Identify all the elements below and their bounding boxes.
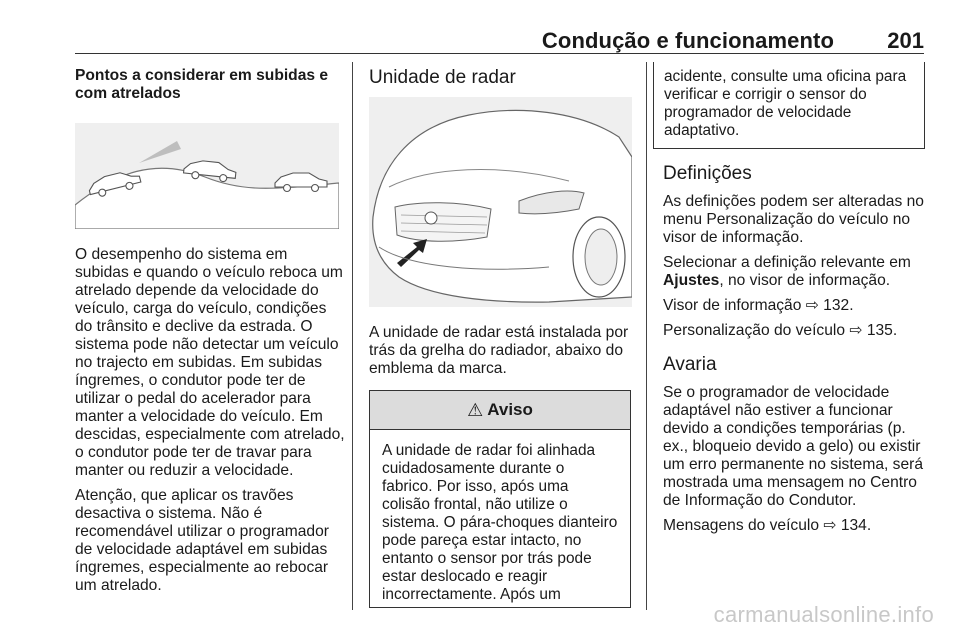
settings-paragraph-2 — [663, 254, 925, 290]
page-ref-arrow-icon: ⇨ — [849, 322, 863, 339]
ref-info-display-text: Visor de informação — [663, 297, 802, 314]
page-ref-arrow-icon: ⇨ — [805, 297, 819, 314]
page-header-title: Condução e funcionamento — [541, 28, 834, 53]
radar-illustration — [369, 97, 632, 307]
settings-p2-bold: Ajustes — [663, 272, 720, 289]
settings-section — [653, 193, 925, 340]
reference-vehicle-messages[interactable] — [663, 517, 925, 535]
ref-messages-page: 134. — [840, 517, 872, 534]
warning-body: A unidade de radar foi alinhada cuidadosamente durante o fabrico. Por isso, após uma colisão frontal, não utilize o sistema. O pára-choques dianteiro pode pareça estar intacto, no entanto o sensor por trás pode estar deslocado e reagir incorrectamente. Após um — [382, 442, 618, 603]
page-number: 201 — [887, 28, 924, 53]
column-divider-1 — [352, 62, 353, 610]
fault-paragraph: Se o programador de velocidade adaptável não estiver a funcionar devido a condições temporárias (p. ex., bloqueio devido a gelo) ou existir um erro permanente no sistema, será mostrada uma mensagem no Centro de Informação do Condutor. — [663, 384, 924, 509]
column-divider-2 — [646, 62, 647, 610]
header-rule — [75, 53, 924, 54]
reference-vehicle-personalization[interactable] — [663, 322, 925, 340]
left-column — [75, 67, 345, 602]
right-column — [653, 62, 925, 542]
ref-personalization-page: 135. — [866, 322, 898, 339]
warning-heading: Aviso — [487, 400, 533, 419]
fault-section-title: Avaria — [663, 354, 717, 375]
hill-section-subheading: Pontos a considerar em subidas e com atrelados — [75, 67, 329, 102]
watermark: carmanualsonline.info — [713, 602, 934, 627]
ref-messages-text: Mensagens do veículo — [663, 517, 820, 534]
middle-column — [369, 67, 633, 608]
ref-info-display-page: 132. — [823, 297, 854, 314]
warning-triangle-icon: ⚠ — [467, 400, 484, 420]
hill-cars-image — [75, 123, 339, 229]
warning-header — [370, 391, 630, 430]
settings-p2-post: , no visor de informação. — [719, 272, 891, 289]
car-front-image — [369, 97, 632, 307]
radar-section-title: Unidade de radar — [369, 67, 516, 88]
warning-box — [369, 390, 631, 608]
hill-paragraph-1: O desempenho do sistema em subidas e quando o veículo reboca um atrelado depende da velocidade do veículo, carga do veículo, condições do trânsito e declive da estrada. O sistema pode não detectar um veículo no trajecto em subidas. Em subidas íngremes, o condutor pode ter de utilizar o pedal do acelerador para manter a velocidade do veículo. Em descidas, especialmente com atrelado, o condutor pode ter de travar para manter ou reduzir a velocidade. — [75, 246, 345, 479]
settings-p2-pre: Selecionar a definição relevante em — [663, 254, 911, 271]
hill-paragraph-2: Atenção, que aplicar os travões desactiva o sistema. Não é recomendável utilizar o programador de velocidade adaptável em subidas íngremes, especialmente ao rebocar um atrelado. — [75, 487, 329, 594]
radar-caption: A unidade de radar está instalada por trás da grelha do radiador, abaixo do emblema da marca. — [369, 324, 629, 377]
fault-section — [653, 384, 925, 535]
settings-paragraph-1: As definições podem ser alteradas no menu Personalização do veículo no visor de informação. — [663, 193, 924, 246]
hill-illustration — [75, 123, 339, 229]
reference-info-display[interactable] — [663, 297, 925, 315]
page-ref-arrow-icon: ⇨ — [823, 517, 837, 534]
warning-continuation-box: acidente, consulte uma oficina para verificar e corrigir o sensor do programador de velocidade adaptativo. — [653, 62, 925, 149]
settings-section-title: Definições — [663, 163, 752, 184]
ref-personalization-text: Personalização do veículo — [663, 322, 846, 339]
